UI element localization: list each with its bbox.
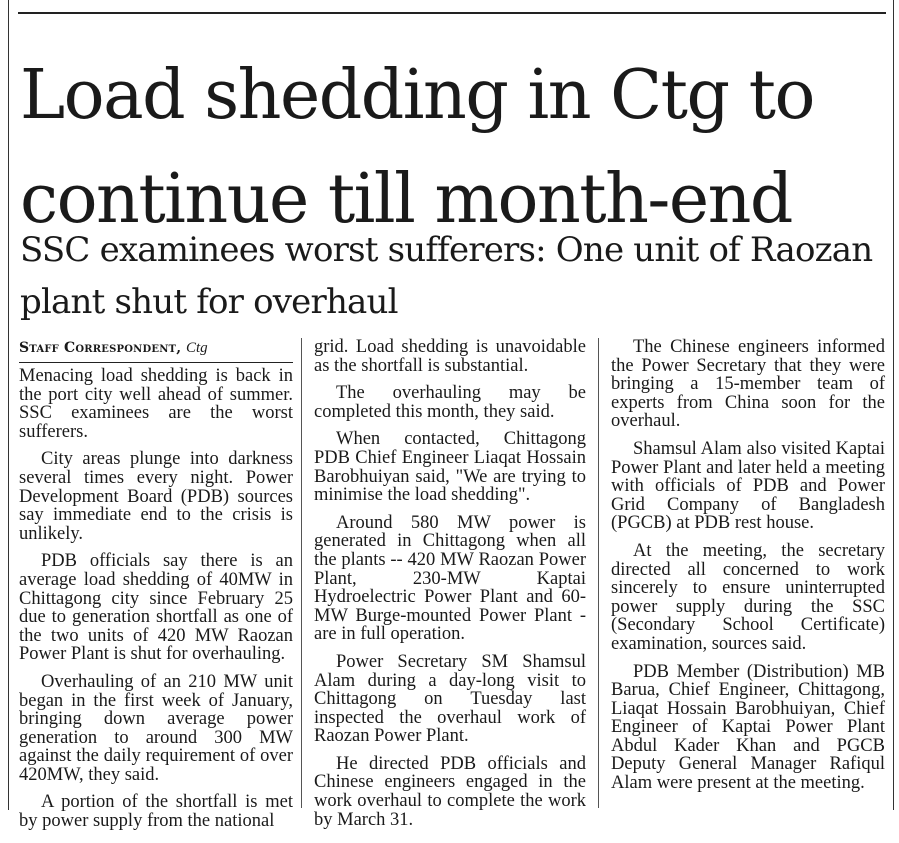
paragraph: Overhauling of an 210 MW unit began in the first week of January, bringing down average power generation to around 300 MW against the daily requirement of over 420MW, they said. xyxy=(19,671,293,785)
right-border xyxy=(893,0,894,810)
paragraph: City areas plunge into darkness several times every night. Power Development Board (PDB) sources say immediate end to the crisis is unlikely. xyxy=(19,449,293,544)
paragraph: Power Secretary SM Shamsul Alam during a day-long visit to Chittagong on Tuesday last inspected the overhaul work of Raozan Power Plant. xyxy=(314,651,586,747)
byline-location: Ctg xyxy=(185,340,208,356)
paragraph: Menacing load shedding is back in the port city well ahead of summer. SSC examinees are the worst sufferers. xyxy=(19,366,293,442)
paragraph: Around 580 MW power is generated in Chittagong when all the plants -- 420 MW Raozan Power Plant, 230-MW Kaptai Hydroelectric Power Plant and 60-MW Burge-mounted Power Plant - are in full operation. xyxy=(314,512,586,645)
headline: Load shedding in Ctg to continue till month-end xyxy=(20,56,814,239)
byline-author: Staff Correspondent xyxy=(19,340,177,356)
subheadline: SSC examinees worst sufferers: One unit of Raozan plant shut for overhaul xyxy=(20,230,873,322)
paragraph: PDB officials say there is an average load shedding of 40MW in Chittagong city since February 25 due to generation shortfall as one of the two units of 420 MW Raozan Power Plant is shut for overhauling. xyxy=(19,551,293,665)
paragraph: grid. Load shedding is unavoidable as the shortfall is substantial. xyxy=(314,337,586,376)
article-column-2 xyxy=(314,338,586,838)
paragraph: The Chinese engineers informed the Power Secretary that they were bringing a 15-member team of experts from China soon for the overhaul. xyxy=(611,337,885,432)
paragraph: He directed PDB officials and Chinese engineers engaged in the work overhaul to complete the work by March 31. xyxy=(314,753,586,830)
top-rule xyxy=(18,12,886,14)
paragraph: The overhauling may be completed this month, they said. xyxy=(314,383,586,422)
article-column-3 xyxy=(611,338,885,802)
byline xyxy=(19,338,293,363)
paragraph: Shamsul Alam also visited Kaptai Power Plant and later held a meeting with officials of PDB and Power Grid Company of Bangladesh (PGCB) at PDB rest house. xyxy=(611,438,885,534)
paragraph: When contacted, Chittagong PDB Chief Engineer Liaqat Hossain Barobhuiyan said, "We are trying to minimise the load shedding". xyxy=(314,429,586,506)
paragraph: A portion of the shortfall is met by power supply from the national xyxy=(19,792,293,832)
left-border xyxy=(8,0,9,810)
paragraph: At the meeting, the secretary directed all concerned to work sincerely to ensure uninterrupted power supply during the SSC (Secondary School Certificate) examination, sources said. xyxy=(611,540,885,654)
byline-separator: , xyxy=(176,340,182,356)
column-divider xyxy=(301,338,302,808)
column-divider xyxy=(598,338,599,808)
paragraph: PDB Member (Distribution) MB Barua, Chief Engineer, Chittagong, Liaqat Hossain Barobhuiyan, Chief Engineer of Kaptai Power Plant Abdul Kader Khan and PGCB Deputy General Manager Rafiqul Alam were present at the meeting. xyxy=(611,661,885,794)
article-column-1 xyxy=(19,338,293,840)
